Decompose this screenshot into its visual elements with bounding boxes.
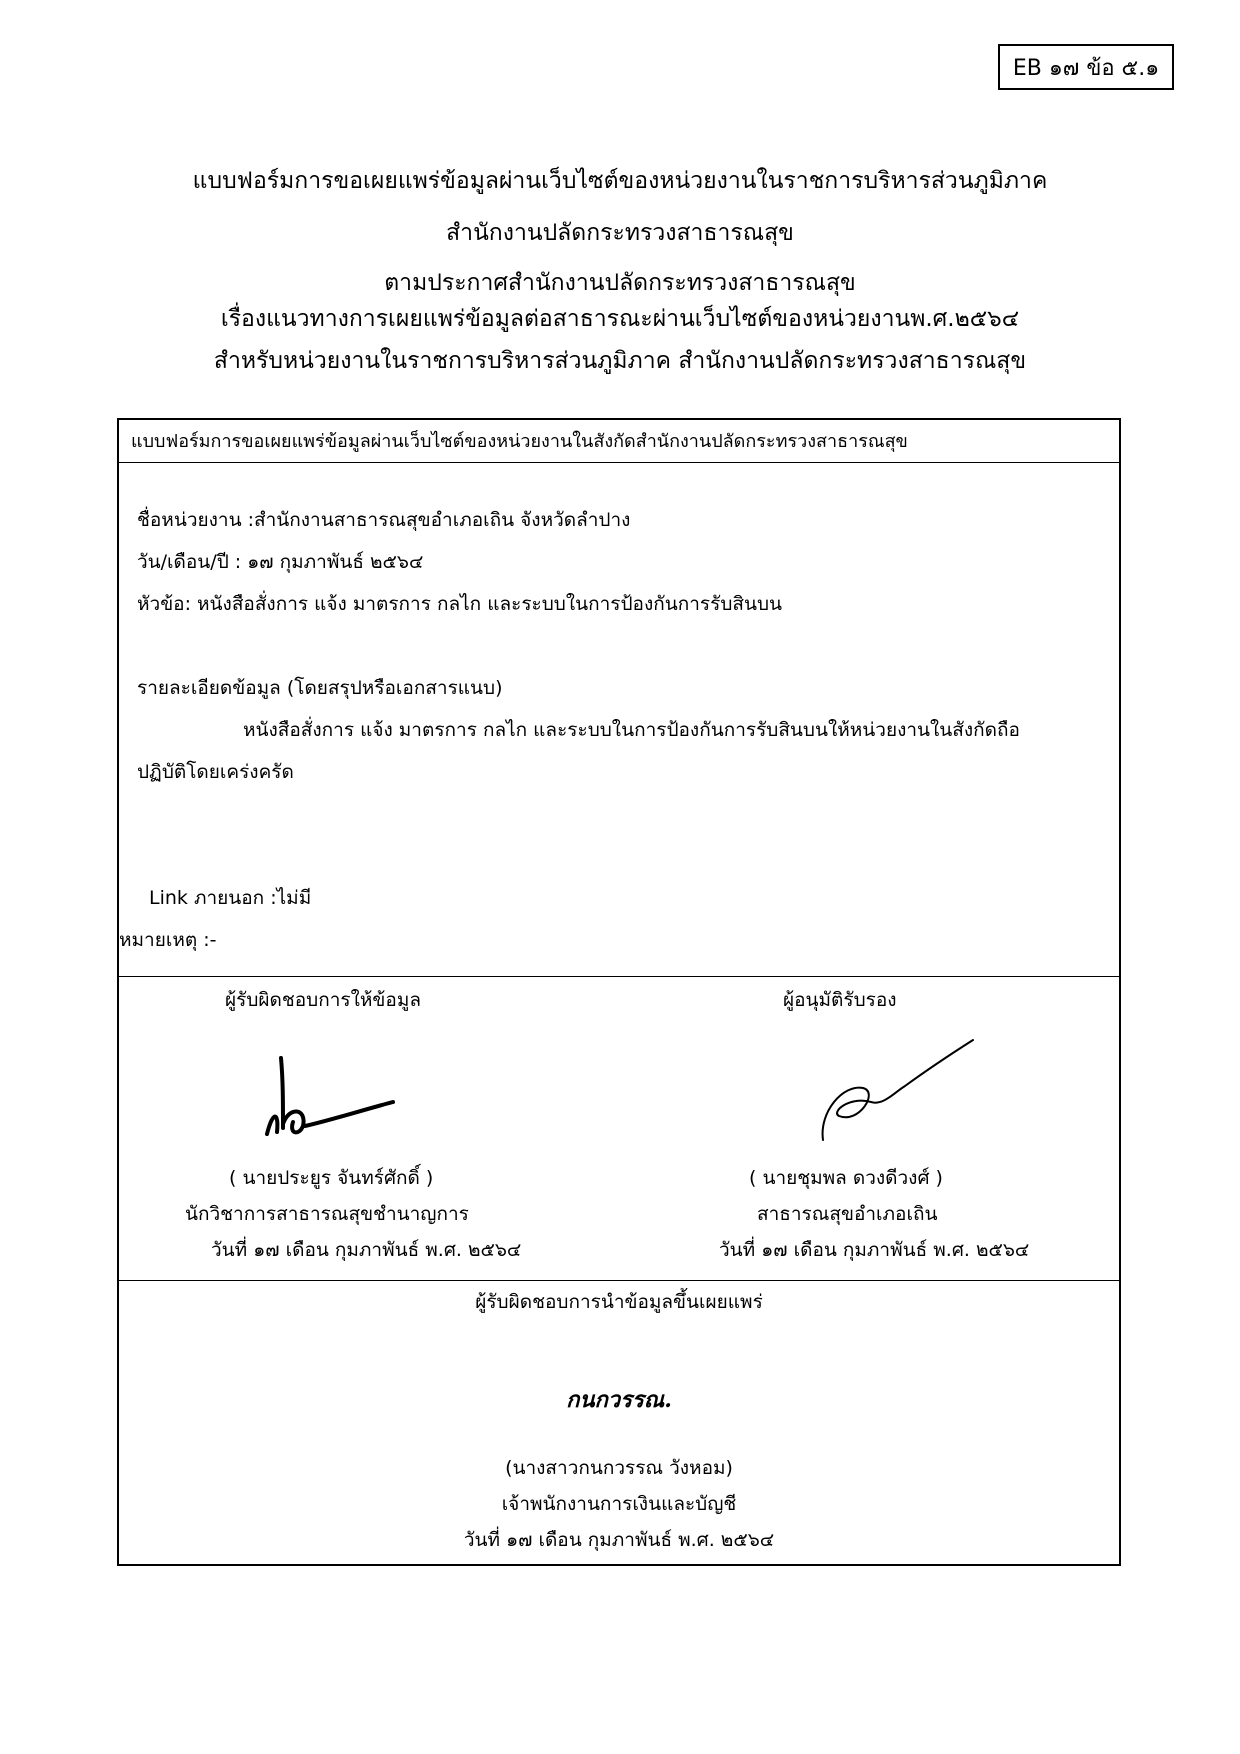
divider — [119, 462, 1119, 463]
note-field: หมายเหตุ :- — [119, 929, 217, 951]
heading-line-3: ตามประกาศสำนักงานปลัดกระทรวงสาธารณสุข — [384, 270, 856, 296]
approver-position: สาธารณสุขอำเภอเถิน — [757, 1203, 938, 1225]
divider — [119, 976, 1119, 977]
responsible-position: นักวิชาการสาธารณสุขชำนาญการ — [185, 1203, 469, 1225]
approver-name: ( นายชุมพล ดวงดีวงศ์ ) — [749, 1167, 943, 1189]
agency-field: ชื่อหน่วยงาน :สำนักงานสาธารณสุขอำเภอเถิน จังหวัดลำปาง — [137, 509, 631, 531]
document-code-box — [998, 44, 1174, 90]
responsible-name: ( นายประยูร จันทร์ศักดิ์ ) — [229, 1167, 434, 1189]
publisher-date: วันที่ ๑๗ เดือน กุมภาพันธ์ พ.ศ. ๒๕๖๔ — [463, 1529, 775, 1551]
external-link-field: Link ภายนอก :ไม่มี — [149, 887, 312, 909]
document-code: EB ๑๗ ข้อ ๕.๑ — [1012, 55, 1160, 81]
divider — [119, 1280, 1119, 1281]
heading-line-1: แบบฟอร์มการขอเผยแพร่ข้อมูลผ่านเว็บไซต์ของหน่วยงานในราชการบริหารส่วนภูมิภาค — [192, 168, 1048, 194]
heading-line-2: สำนักงานปลัดกระทรวงสาธารณสุข — [446, 220, 794, 246]
publisher-name: (นางสาวกนกวรรณ วังหอม) — [505, 1457, 733, 1479]
details-label: รายละเอียดข้อมูล (โดยสรุปหรือเอกสารแนบ) — [137, 677, 503, 699]
publisher-position: เจ้าพนักงานการเงินและบัญชี — [501, 1493, 737, 1515]
heading-line-4: เรื่องแนวทางการเผยแพร่ข้อมูลต่อสาธารณะผ่านเว็บไซต์ของหน่วยงานพ.ศ.๒๕๖๔ — [220, 306, 1020, 332]
date-field: วัน/เดือน/ปี : ๑๗ กุมภาพันธ์ ๒๕๖๔ — [137, 551, 424, 573]
heading-line-5: สำหรับหน่วยงานในราชการบริหารส่วนภูมิภาค สำนักงานปลัดกระทรวงสาธารณสุข — [213, 348, 1027, 374]
responsible-date: วันที่ ๑๗ เดือน กุมภาพันธ์ พ.ศ. ๒๕๖๔ — [211, 1239, 522, 1261]
subject-field: หัวข้อ: หนังสือสั่งการ แจ้ง มาตรการ กลไก และระบบในการป้องกันการรับสินบน — [137, 593, 783, 615]
approver-signature — [809, 1032, 979, 1152]
publication-form-table — [117, 418, 1121, 1566]
details-text-line-2: ปฏิบัติโดยเคร่งครัด — [137, 761, 294, 783]
publisher-signature: กนกวรรณ. — [566, 1387, 672, 1413]
publisher-title: ผู้รับผิดชอบการนำข้อมูลขึ้นเผยแพร่ — [475, 1291, 763, 1313]
details-text-line-1: หนังสือสั่งการ แจ้ง มาตรการ กลไก และระบบในการป้องกันการรับสินบนให้หน่วยงานในสังกัดถือ — [243, 719, 1020, 741]
responsible-signature — [259, 1050, 399, 1140]
responsible-title: ผู้รับผิดชอบการให้ข้อมูล — [225, 989, 421, 1011]
approver-date: วันที่ ๑๗ เดือน กุมภาพันธ์ พ.ศ. ๒๕๖๔ — [719, 1239, 1030, 1261]
approver-title: ผู้อนุมัติรับรอง — [783, 989, 897, 1011]
form-header: แบบฟอร์มการขอเผยแพร่ข้อมูลผ่านเว็บไซต์ของหน่วยงานในสังกัดสำนักงานปลัดกระทรวงสาธารณสุข — [131, 431, 908, 452]
